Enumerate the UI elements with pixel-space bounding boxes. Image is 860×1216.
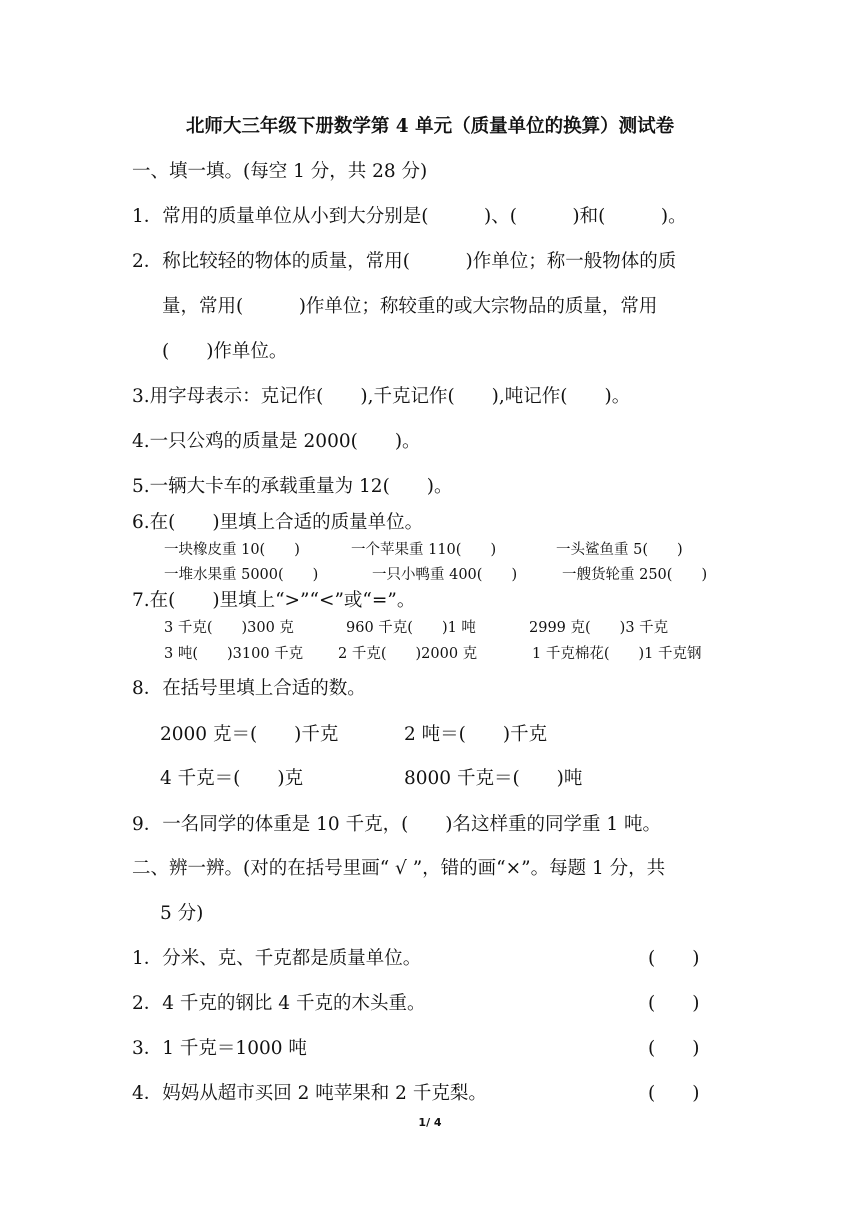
q6-item: 一块橡皮重 10( ) [164, 542, 300, 558]
q7-item: 3 千克( )300 克 [164, 620, 294, 636]
q6-item: 一个苹果重 110( ) [351, 542, 497, 558]
question-6: 6.在( )里填上合适的质量单位。 [132, 512, 424, 533]
question-1: 1．常用的质量单位从小到大分别是( )、( )和( )。 [132, 206, 687, 227]
q8-item: 2 吨＝( )千克 [404, 724, 548, 745]
answer-paren: ( ) [648, 1038, 700, 1059]
q7-item: 960 千克( )1 吨 [346, 620, 476, 636]
q8-item: 8000 千克＝( )吨 [404, 768, 583, 789]
question-9: 9．一名同学的体重是 10 千克，( )名这样重的同学重 1 吨。 [132, 814, 662, 835]
section2-heading-line2: 5 分) [160, 903, 204, 924]
section1-heading: 一、填一填。(每空 1 分，共 28 分) [132, 161, 428, 182]
q7-item: 2999 克( )3 千克 [529, 620, 669, 636]
q8-item: 2000 克＝( )千克 [160, 724, 339, 745]
question-3: 3.用字母表示：克记作( ),千克记作( ),吨记作( )。 [132, 386, 631, 407]
question-2-line1: 2．称比较轻的物体的质量，常用( )作单位；称一般物体的质 [132, 251, 677, 272]
q7-item: 2 千克( )2000 克 [338, 646, 478, 662]
answer-paren: ( ) [648, 993, 700, 1014]
answer-paren: ( ) [648, 948, 700, 969]
judge-item-2: 2．4 千克的钢比 4 千克的木头重。 [132, 993, 426, 1014]
section2-heading-line1: 二、辨一辨。(对的在括号里画“ √ ”，错的画“×”。每题 1 分，共 [132, 858, 666, 879]
q7-item: 1 千克棉花( )1 千克钢 [532, 646, 702, 662]
judge-item-4: 4．妈妈从超市买回 2 吨苹果和 2 千克梨。 [132, 1083, 487, 1104]
q6-item: 一头鲨鱼重 5( ) [556, 542, 683, 558]
question-5: 5.一辆大卡车的承载重量为 12( )。 [132, 476, 453, 497]
question-2-line3: ( )作单位。 [162, 341, 288, 362]
answer-paren: ( ) [648, 1083, 700, 1104]
q6-item: 一艘货轮重 250( ) [562, 567, 708, 583]
q6-item: 一堆水果重 5000( ) [164, 567, 319, 583]
q7-item: 3 吨( )3100 千克 [164, 646, 304, 662]
q6-item: 一只小鸭重 400( ) [372, 567, 518, 583]
q8-item: 4 千克＝( )克 [160, 768, 304, 789]
judge-item-3: 3．1 千克＝1000 吨 [132, 1038, 307, 1059]
page-number: 1/ 4 [418, 1116, 442, 1129]
question-2-line2: 量，常用( )作单位；称较重的或大宗物品的质量，常用 [162, 296, 658, 317]
exam-title: 北师大三年级下册数学第 4 单元（质量单位的换算）测试卷 [185, 116, 675, 137]
question-4: 4.一只公鸡的质量是 2000( )。 [132, 431, 421, 452]
judge-item-1: 1．分米、克、千克都是质量单位。 [132, 948, 422, 969]
question-7: 7.在( )里填上“>”“<”或“=”。 [132, 590, 416, 611]
question-8: 8．在括号里填上合适的数。 [132, 678, 366, 699]
